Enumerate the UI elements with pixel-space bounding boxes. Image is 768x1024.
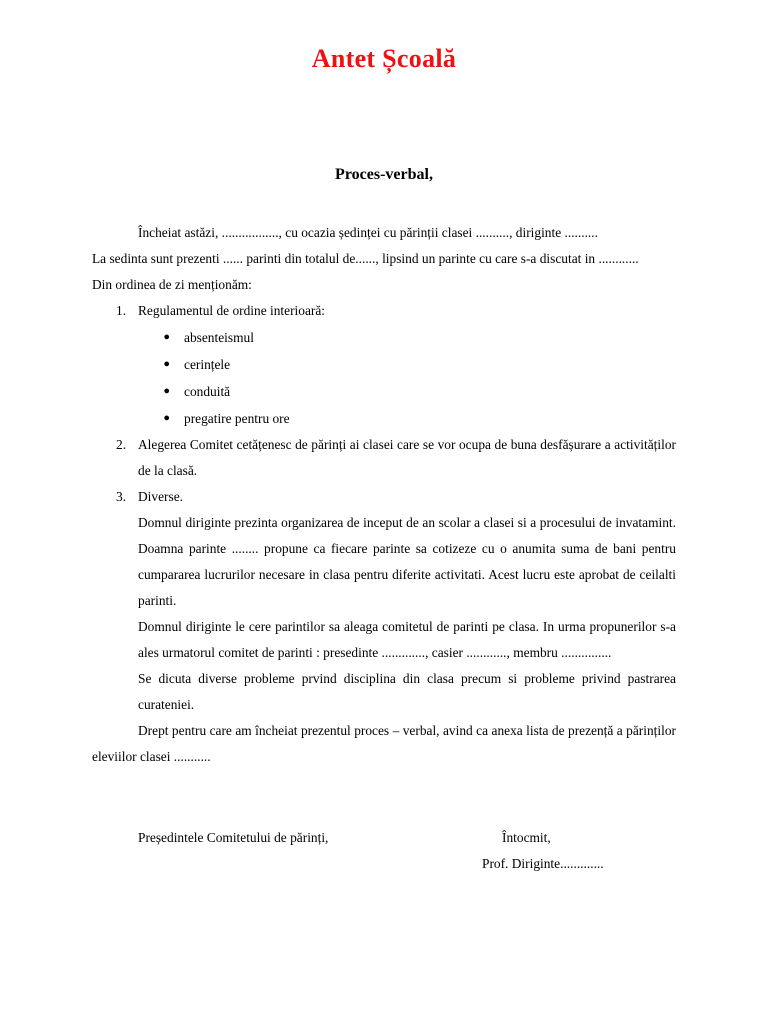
agenda-text: Regulamentul de ordine interioară: xyxy=(138,303,326,318)
signature-drafted: Întocmit, xyxy=(502,830,551,845)
bullet-icon: ● xyxy=(163,358,170,370)
agenda-item-1 xyxy=(92,298,676,324)
diverse-paragraph-3: Se dicuta diverse probleme prvind disciplina din clasa precum si probleme privind pastrarea curateniei. xyxy=(138,671,676,712)
document-title: Proces-verbal, xyxy=(335,166,433,183)
bullet-icon: ● xyxy=(163,385,170,397)
page-title: Antet Școală xyxy=(311,44,457,73)
bullet-icon: ● xyxy=(163,331,170,343)
agenda-text: Diverse. xyxy=(138,489,183,504)
signature-teacher: Prof. Diriginte............. xyxy=(482,856,604,871)
agenda-number: 3. xyxy=(116,489,127,504)
document-body xyxy=(92,220,676,770)
agenda-item-2 xyxy=(92,432,676,484)
bullet-list xyxy=(92,324,676,432)
bullet-item: ● pregatire pentru ore xyxy=(92,405,676,432)
diverse-paragraph-1: Domnul diriginte prezinta organizarea de inceput de an scolar a clasei si a procesului de invatamint. Doamna parinte ........ propune ca fiecare parinte sa cotizeze cu o anumita suma de bani pentru cumpararea lucrurilor necesare in clasa pentru diferite activitati. Acest lucru este aprobat de ceilalti parinti. xyxy=(138,515,676,608)
agenda-number: 2. xyxy=(116,437,127,452)
intro-line: Încheiat astăzi, ................., cu ocazia ședinței cu părinții clasei .........., diriginte .......... xyxy=(138,225,598,240)
agenda-number: 1. xyxy=(116,303,127,318)
diverse-paragraph-2: Domnul diriginte le cere parintilor sa aleaga comitetul de parinti pe clasa. In urma propunerilor s-a ales urmatorul comitet de parinti : presedinte ............., casier ............, membru ............... xyxy=(138,619,676,660)
agenda-item-3 xyxy=(92,484,676,510)
signature-president: Președintele Comitetului de părinți, xyxy=(138,830,329,845)
bullet-item: ● absenteismul xyxy=(92,324,676,351)
agenda-intro: Din ordinea de zi menționăm: xyxy=(92,277,252,292)
bullet-icon: ● xyxy=(163,412,170,424)
closing-paragraph: Drept pentru care am încheiat prezentul proces – verbal, avind ca anexa lista de prezență a părinților eleviilor clasei ........... xyxy=(92,723,676,764)
attendance-line: La sedinta sunt prezenti ...... parinti din totalul de......, lipsind un parinte cu care s-a discutat in ............ xyxy=(92,251,639,266)
bullet-item: ● conduită xyxy=(92,378,676,405)
agenda-text: Alegerea Comitet cetățenesc de părinți ai clasei care se vor ocupa de buna desfășurare a activităților de la clasă. xyxy=(138,437,676,478)
bullet-item: ● cerințele xyxy=(92,351,676,378)
